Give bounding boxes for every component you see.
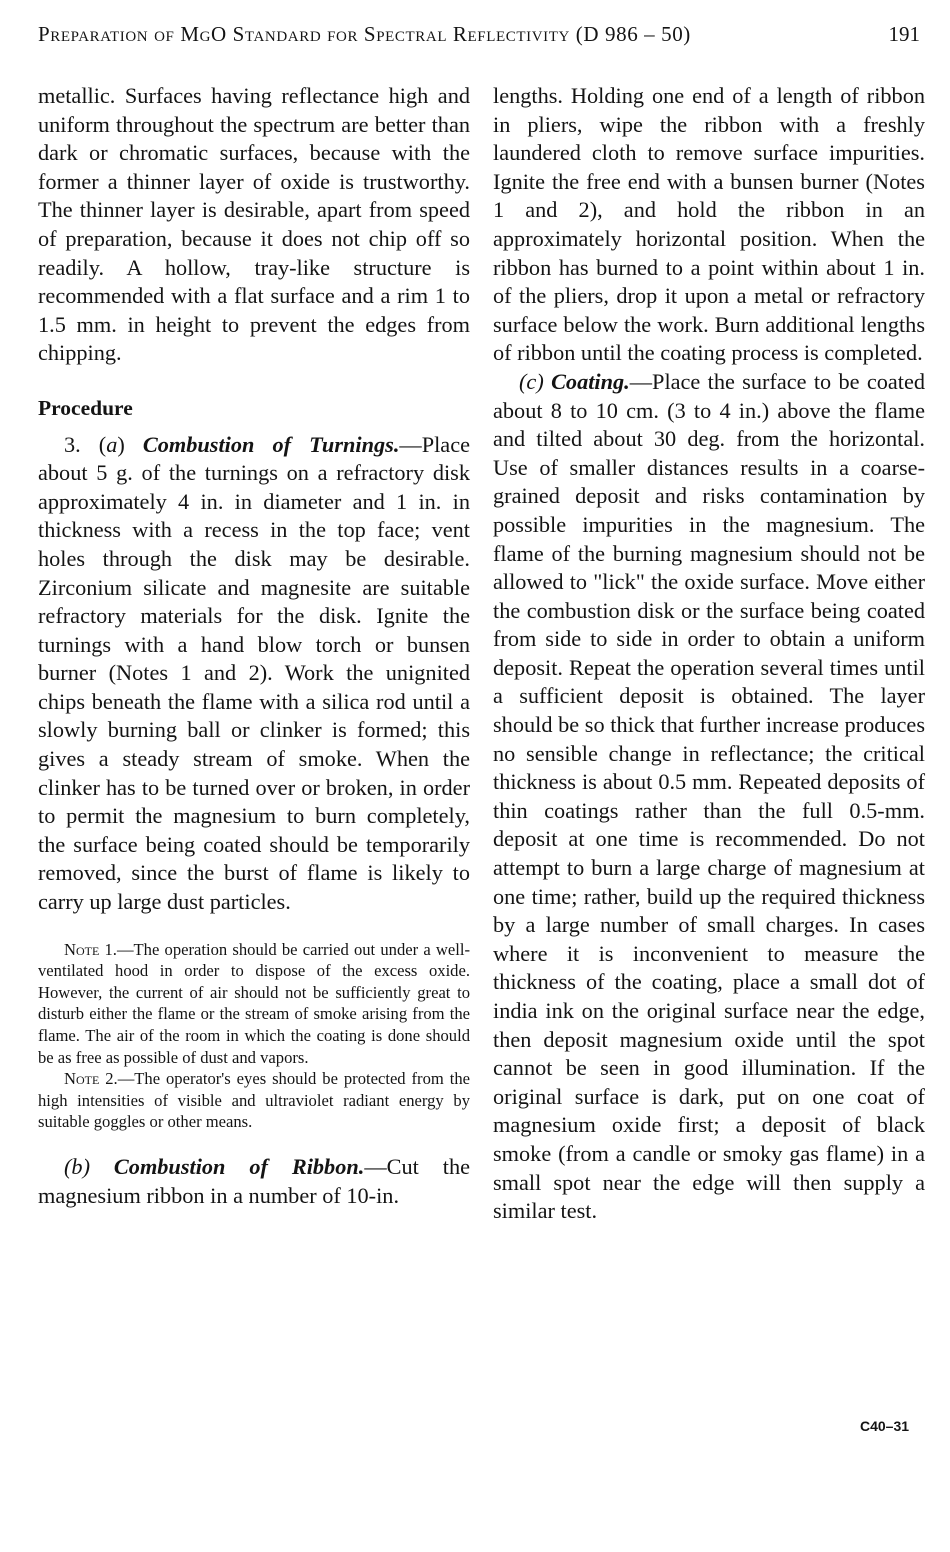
left-column <box>38 82 470 1210</box>
note-2-text: —The operator's eyes should be protected from the high intensities of visible and ultraviolet radiant energy by suitable goggles or other means. <box>38 1069 470 1132</box>
section-heading-procedure: Procedure <box>38 395 133 420</box>
note-2-label: Note 2. <box>64 1069 118 1089</box>
paragraph-coating <box>493 368 925 1226</box>
document-code: C40–31 <box>860 1418 910 1434</box>
paragraph-ribbon-continued: lengths. Holding one end of a length of ribbon in pliers, wipe the ribbon with a freshly laundered cloth to remove surface impurities. Ignite the free end with a bunsen burner (Notes 1 and 2), and hold the ribbon in an approximately horizontal position. When the ribbon has burned to a point within about 1 in. of the pliers, drop it upon a metal or refractory surface below the work. Burn additional lengths of ribbon until the coating process is completed. <box>493 83 925 366</box>
paragraph-text-coating: —Place the surface to be coated about 8 to 10 cm. (3 to 4 in.) above the flame and tilted about 30 deg. from the horizontal. Use of smaller distances results in a coarse-grained deposit and risks contamination by possible impurities in the magnesium. The flame of the burning magnesium should not be allowed to "lick" the oxide surface. Move either the combustion disk or the surface being coated from side to side in order to obtain a uniform deposit. Repeat the operation several times until a sufficient deposit is obtained. The layer should be so thick that further increase produces no sensible change in reflectance; the critical thickness is about 0.5 mm. Repeated deposits of thin coatings rather than the full 0.5-mm. deposit at one time is recommended. Do not attempt to burn a large charge of magnesium at one time; rather, build up the required thickness by a large number of small charges. In cases where it is inconvenient to measure the thickness of the coating, place a small dot of india ink on the original surface near the edge, then deposit magnesium oxide until the spot cannot be seen in good illumination. If the original surface is dark, put on one coat of magnesium oxide first; a deposit of black smoke (from a candle or smoky gas flame) in a small spot near the edge will then supply a similar test. <box>493 368 925 1224</box>
note-1-text: —The operation should be carried out under a well-ventilated hood in order to dispose of the excess oxide. However, the current of air should not be sufficiently great to disturb either the flame or the stream of smoke arising from the flame. The air of the room in which the coating is done should be as free as possible of dust and vapors. <box>38 939 470 1067</box>
paragraph-surfaces: metallic. Surfaces having reflectance high and uniform throughout the spectrum are better than dark or chromatic surfaces, because with the former a thinner layer of oxide is trustworthy. The thinner layer is desirable, apart from speed of preparation, because it does not chip off so readily. A hollow, tray-like structure is recommended with a flat surface and a rim 1 to 1.5 mm. in height to prevent the edges from chipping. <box>38 83 470 366</box>
para-letter-b: (b) <box>64 1153 90 1179</box>
paragraph-combustion-ribbon <box>38 1153 470 1210</box>
subsection-title-coating: Coating. <box>551 368 630 394</box>
subsection-title-turnings: Combustion of Turnings. <box>142 431 400 457</box>
page-title: Preparation of MgO Standard for Spectral Reflectivity (D 986 – 50) <box>38 22 691 46</box>
para-letter-close: ) <box>117 431 143 457</box>
note-1 <box>38 939 470 1069</box>
page-number: 191 <box>888 22 920 46</box>
paragraph-text-ribbon: —Cut the magnesium ribbon in a number of 10-in. <box>38 1153 471 1208</box>
note-2 <box>38 1068 470 1133</box>
paragraph-text-turnings: —Place about 5 g. of the turnings on a refractory disk approximately 4 in. in diameter and 1 in. in thickness with a recess in the top face; vent holes through the disk may be desirable. Zirconium silicate and magnesite are suitable refractory materials for the disk. Ignite the turnings with a hand blow torch or bunsen burner (Notes 1 and 2). Work the unignited chips beneath the flame with a silica rod until a slowly burning ball or clinker is formed; this gives a steady stream of smoke. When the clinker has to be turned over or broken, in order to permit the magnesium to burn completely, the surface being coated should be temporarily removed, since the burst of flame is likely to carry up large dust particles. <box>38 431 470 915</box>
para-letter: a <box>106 431 118 457</box>
running-header <box>38 22 920 54</box>
paragraph-combustion-turnings <box>38 431 470 917</box>
note-1-label: Note 1. <box>64 939 117 959</box>
right-column <box>493 82 925 1226</box>
subsection-title-ribbon: Combustion of Ribbon. <box>113 1153 365 1179</box>
para-number: 3. ( <box>64 431 107 457</box>
para-letter-c: (c) <box>519 368 544 394</box>
notes-block <box>38 939 470 1133</box>
